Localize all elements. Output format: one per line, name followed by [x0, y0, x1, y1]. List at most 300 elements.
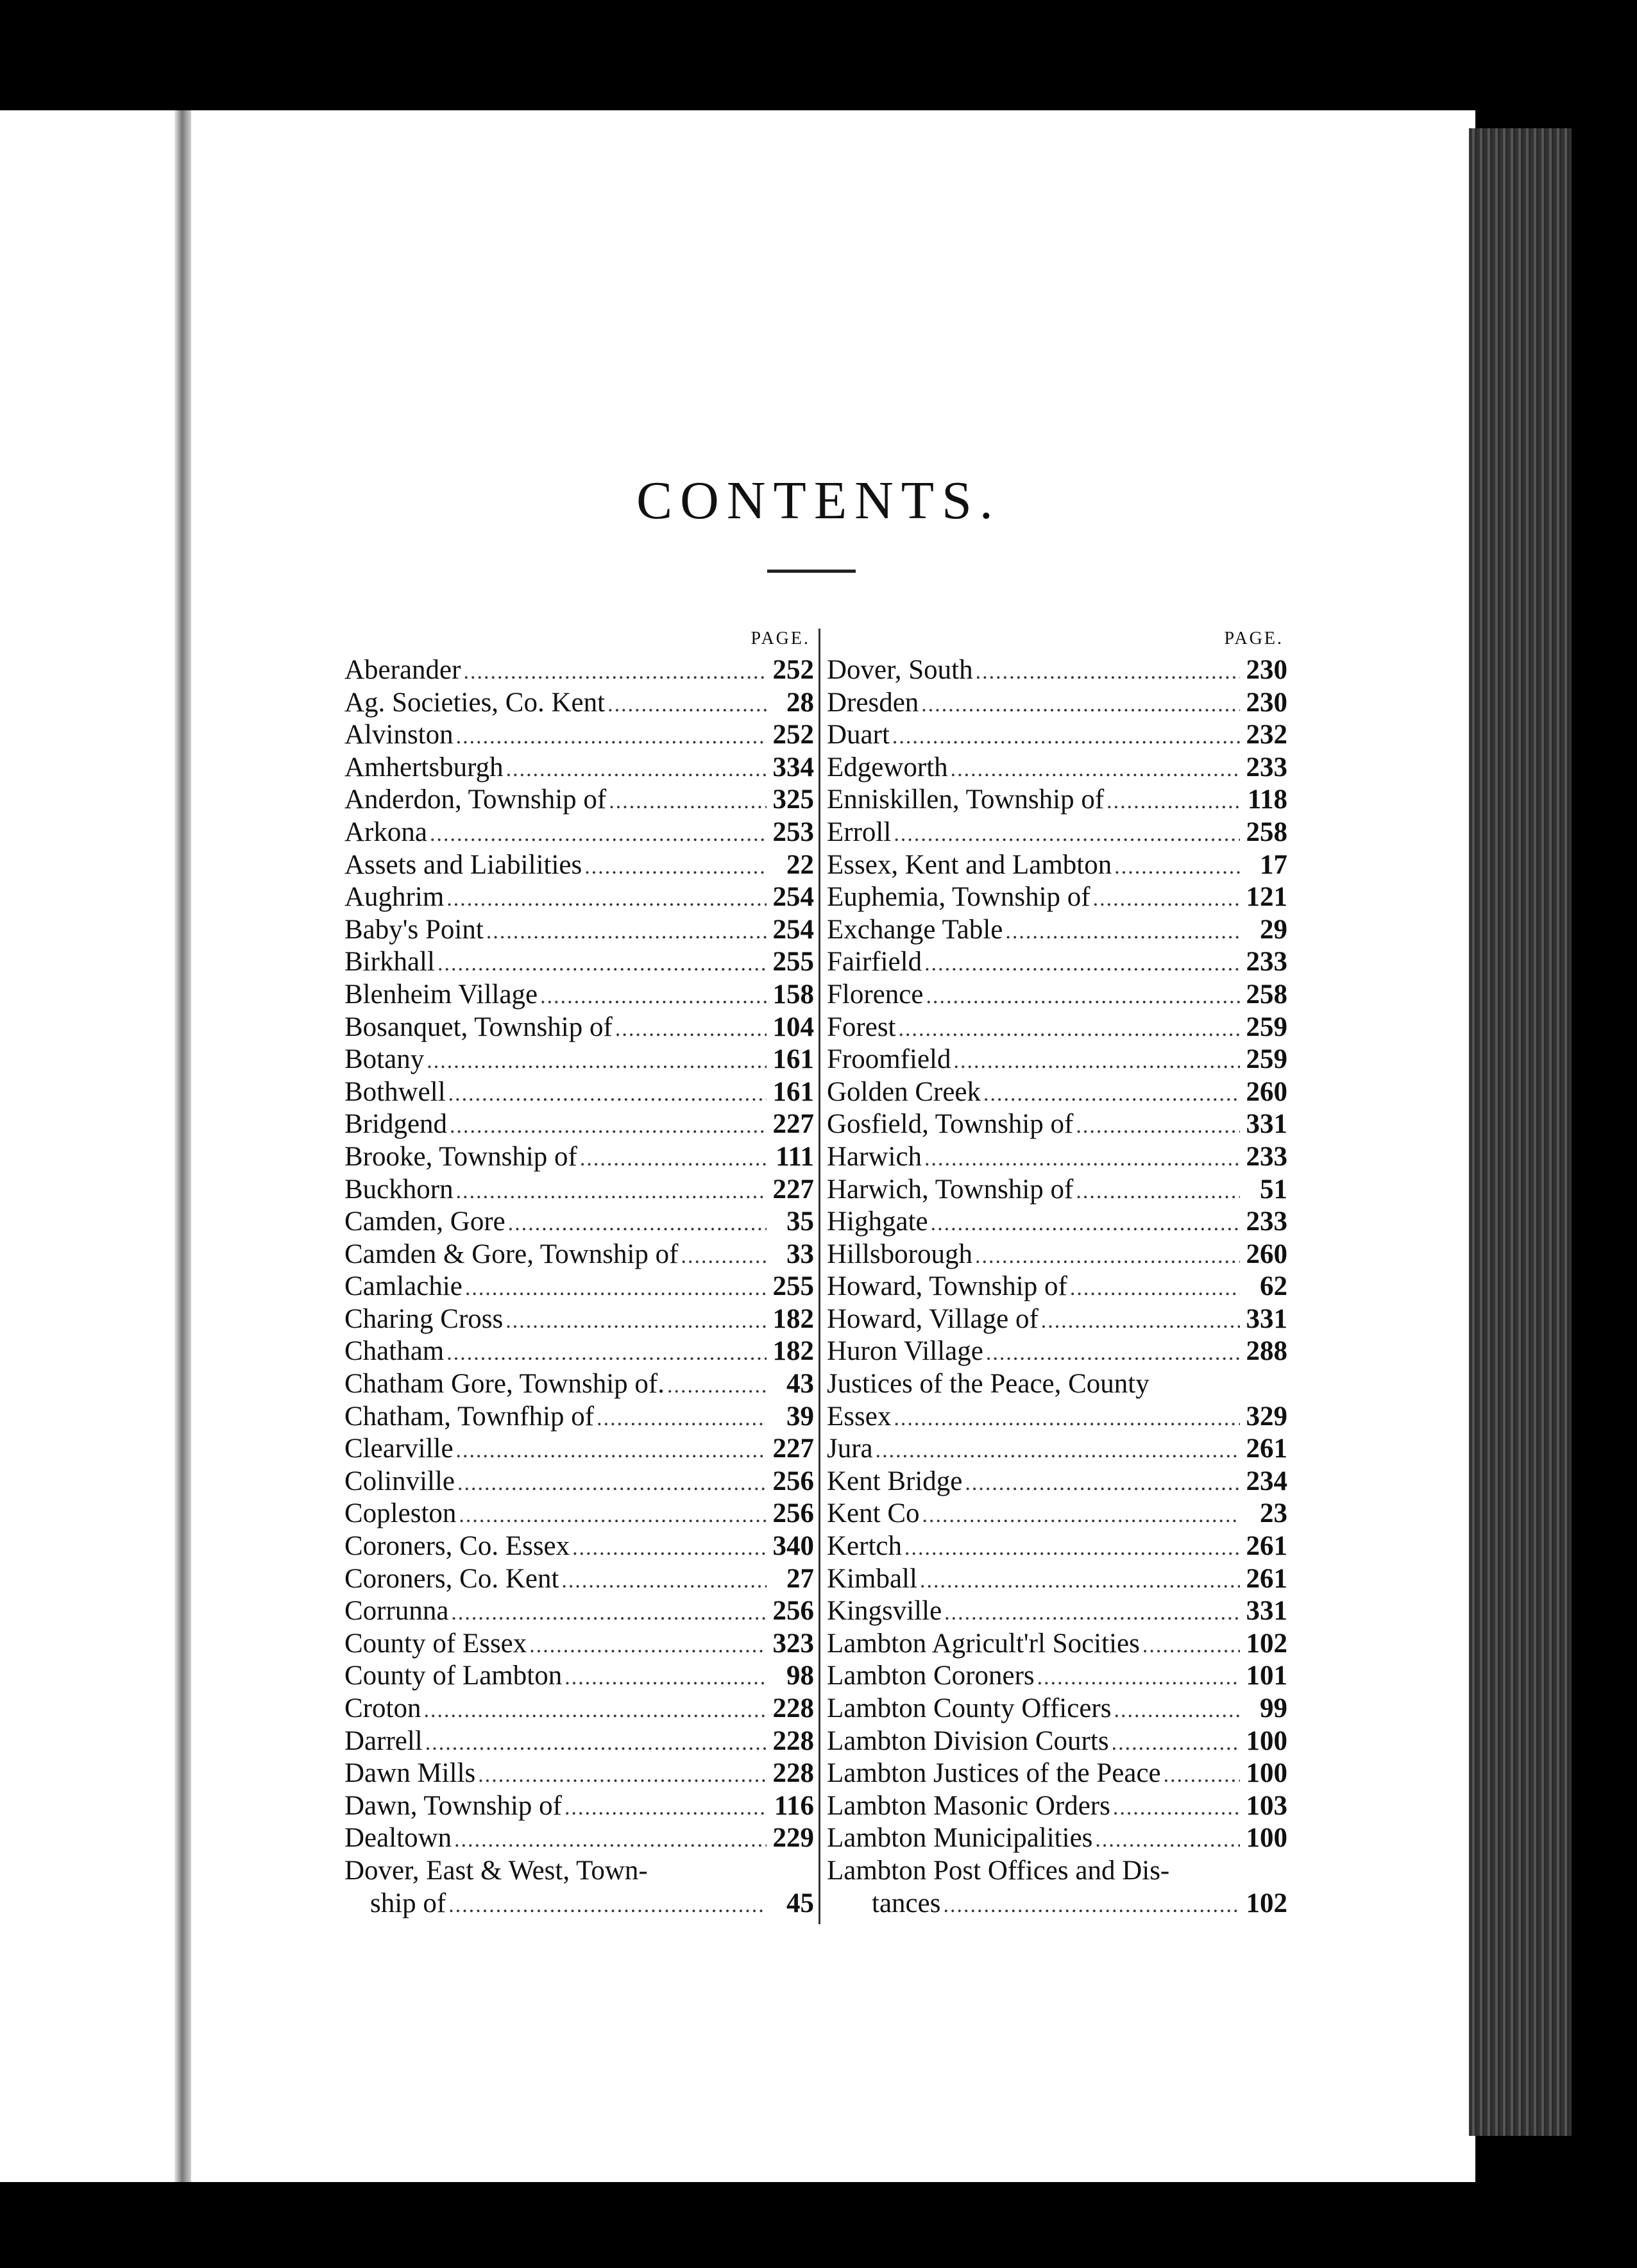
leader-dots [456, 1176, 767, 1208]
entry-page-number: 260 [1246, 1239, 1287, 1269]
index-entry [344, 654, 814, 687]
index-entry [344, 1433, 814, 1466]
entry-label: Harwich [827, 1141, 922, 1172]
entry-page-number: 230 [1246, 687, 1287, 718]
entry-page-number: 256 [772, 1466, 814, 1496]
leader-dots [486, 916, 767, 949]
index-entry [820, 752, 1287, 784]
leader-dots [922, 1500, 1240, 1532]
entry-label: Alvinston [344, 720, 454, 750]
leader-dots [1114, 851, 1240, 884]
leader-dots [976, 656, 1240, 689]
index-entry [820, 1530, 1287, 1563]
entry-label: Colinville [344, 1466, 455, 1496]
entry-page-number: 340 [772, 1531, 814, 1562]
left-column-header: PAGE. [751, 629, 810, 648]
entry-page-number: 331 [1246, 1596, 1287, 1627]
leader-dots [1070, 1273, 1240, 1305]
index-entry [344, 849, 814, 882]
entry-label: Lambton County Officers [827, 1693, 1112, 1723]
entry-page-number: 118 [1247, 784, 1287, 815]
entry-page-number: 158 [772, 979, 814, 1010]
leader-dots [983, 1078, 1240, 1111]
index-entry [820, 1628, 1287, 1661]
leader-dots [1114, 1695, 1240, 1727]
entry-page-number: 100 [1246, 1758, 1287, 1789]
index-entry [820, 1466, 1287, 1498]
entry-page-number: 102 [1246, 1628, 1287, 1659]
leader-dots [1095, 1824, 1240, 1857]
entry-page-number: 228 [772, 1758, 814, 1789]
leader-dots [425, 1727, 767, 1760]
index-entry [820, 1271, 1287, 1303]
entry-page-number: 260 [1246, 1076, 1287, 1107]
entry-page-number: 103 [1246, 1790, 1287, 1821]
entry-page-number: 182 [772, 1303, 814, 1334]
entry-page-number: 259 [1246, 1011, 1287, 1042]
leader-dots [448, 1078, 767, 1111]
entry-label: County of Essex [344, 1628, 527, 1659]
entry-page-number: 331 [1246, 1303, 1287, 1334]
entry-page-number: 261 [1246, 1434, 1287, 1464]
entry-label: Birkhall [344, 947, 435, 977]
entry-page-number: 101 [1246, 1661, 1287, 1691]
index-entry [344, 1628, 814, 1661]
entry-page-number: 252 [772, 720, 814, 750]
leader-dots [1107, 786, 1240, 818]
right-entry-list [820, 654, 1287, 1920]
index-entry [344, 1174, 814, 1206]
entry-page-number: 258 [1246, 979, 1287, 1010]
leader-dots [1142, 1630, 1240, 1663]
entry-label: Camlachie [344, 1271, 462, 1302]
index-entry [344, 979, 814, 1011]
entry-label: Kent Bridge [827, 1466, 963, 1496]
entry-label: Froomfield [827, 1044, 951, 1075]
index-entry [820, 1303, 1287, 1336]
entry-label: Chatham, Townfhip of [344, 1401, 595, 1432]
entry-page-number: 98 [786, 1661, 814, 1691]
entry-page-number: 233 [1246, 1141, 1287, 1172]
index-entry [344, 1239, 814, 1271]
entry-label: Lambton Masonic Orders [827, 1790, 1110, 1821]
index-entry [820, 1335, 1287, 1368]
entry-label: Copleston [344, 1498, 457, 1529]
leader-dots [975, 1240, 1240, 1273]
leader-dots [448, 1890, 767, 1922]
entry-label: Chatham Gore, Township of. [344, 1369, 665, 1400]
index-entry [344, 914, 814, 947]
entry-page-number: 182 [772, 1336, 814, 1367]
entry-label: Assets and Liabilities [344, 849, 582, 880]
index-entry [344, 1595, 814, 1628]
index-entry [820, 1108, 1287, 1141]
entry-label: Howard, Village of [827, 1303, 1039, 1334]
entry-label: Enniskillen, Township of [827, 784, 1105, 815]
entry-label: Howard, Township of [827, 1271, 1067, 1302]
leader-dots [1076, 1176, 1240, 1208]
entry-page-number: 227 [772, 1434, 814, 1464]
index-entry [820, 1790, 1287, 1823]
entry-label: Lambton Division Courts [827, 1725, 1109, 1756]
leader-dots [457, 1468, 767, 1500]
index-entry [820, 687, 1287, 720]
entry-label: Croton [344, 1693, 421, 1723]
leader-dots [561, 1565, 767, 1598]
index-entry [344, 1530, 814, 1563]
entry-label: Dresden [827, 687, 919, 718]
index-entry [820, 1888, 1287, 1920]
entry-page-number: 254 [772, 882, 814, 913]
entry-label: Buckhorn [344, 1174, 454, 1205]
entry-label: Dover, East & West, Town- [344, 1855, 648, 1886]
entry-label: Euphemia, Township of [827, 882, 1090, 913]
entry-page-number: 259 [1246, 1044, 1287, 1075]
entry-label: Florence [827, 979, 924, 1010]
entry-page-number: 227 [772, 1174, 814, 1205]
entry-page-number: 331 [1246, 1109, 1287, 1140]
leader-dots [427, 1045, 767, 1078]
entry-label: Dealtown [344, 1823, 452, 1854]
leader-dots [1041, 1305, 1240, 1338]
entry-label: Corrunna [344, 1596, 449, 1627]
index-entry [820, 1725, 1287, 1758]
entry-label: Kent Co [827, 1498, 920, 1529]
index-entry [344, 1790, 814, 1823]
left-entry-list [344, 654, 814, 1920]
index-entry [820, 979, 1287, 1011]
index-entry [344, 1141, 814, 1174]
index-entry [820, 1368, 1287, 1401]
entry-label: Lambton Municipalities [827, 1823, 1093, 1854]
entry-label: Fairfield [827, 947, 922, 977]
entry-label: Kimball [827, 1563, 917, 1594]
entry-page-number: 35 [786, 1206, 814, 1237]
index-entry [820, 1855, 1287, 1888]
leader-dots [1113, 1792, 1240, 1825]
index-entry [820, 1563, 1287, 1596]
entry-label: Lambton Agricult'rl Socities [827, 1628, 1140, 1659]
leader-dots [892, 721, 1240, 754]
leader-dots [681, 1240, 767, 1273]
entry-page-number: 104 [772, 1011, 814, 1042]
index-entry [344, 1368, 814, 1401]
index-entry [344, 1401, 814, 1434]
index-entry [820, 1076, 1287, 1109]
entry-label: Bridgend [344, 1109, 448, 1140]
entry-page-number: 99 [1260, 1693, 1287, 1723]
entry-page-number: 288 [1246, 1336, 1287, 1367]
entry-page-number: 62 [1260, 1271, 1287, 1302]
leader-dots [1164, 1759, 1240, 1792]
entry-page-number: 254 [772, 914, 814, 945]
entry-label: Brooke, Township of [344, 1141, 577, 1172]
leader-dots [986, 1337, 1240, 1370]
index-entry [344, 1822, 814, 1855]
entry-label: ship of [370, 1888, 446, 1918]
entry-label: Hillsborough [827, 1239, 972, 1269]
index-entry [820, 1693, 1287, 1725]
leader-dots [423, 1695, 767, 1727]
entry-page-number: 102 [1246, 1888, 1287, 1918]
entry-page-number: 22 [786, 849, 814, 880]
page-title: CONTENTS. [636, 471, 1001, 530]
entry-label: Aberander [344, 655, 461, 685]
index-entry [344, 784, 814, 817]
index-entry [344, 1206, 814, 1239]
leader-dots [609, 786, 767, 818]
entry-page-number: 255 [772, 947, 814, 977]
leader-dots [931, 1208, 1240, 1240]
entry-label: Bothwell [344, 1076, 446, 1107]
entry-page-number: 39 [786, 1401, 814, 1432]
entry-page-number: 45 [786, 1888, 814, 1918]
leader-dots [454, 1824, 767, 1857]
page-edges [1469, 128, 1572, 2136]
index-entry [344, 1725, 814, 1758]
leader-dots [876, 1435, 1240, 1468]
entry-page-number: 334 [772, 752, 814, 783]
right-column [820, 623, 1287, 1920]
entry-page-number: 230 [1246, 655, 1287, 685]
leader-dots [572, 1532, 767, 1565]
entry-label: Lambton Coroners [827, 1661, 1035, 1691]
entry-label: Edgeworth [827, 752, 948, 783]
entry-page-number: 325 [772, 784, 814, 815]
entry-label: Chatham [344, 1336, 445, 1367]
entry-page-number: 258 [1246, 817, 1287, 847]
leader-dots [953, 1045, 1240, 1078]
entry-label: Arkona [344, 817, 427, 847]
entry-label: Gosfield, Township of [827, 1109, 1074, 1140]
entry-page-number: 323 [772, 1628, 814, 1659]
entry-page-number: 228 [772, 1725, 814, 1756]
index-entry [820, 1206, 1287, 1239]
index-entry [820, 719, 1287, 752]
leader-dots [894, 818, 1240, 851]
leader-dots [459, 1500, 767, 1532]
leader-dots [456, 721, 767, 754]
leader-dots [446, 1337, 767, 1370]
index-entry [344, 1660, 814, 1693]
entry-label: Erroll [827, 817, 892, 847]
leader-dots [943, 1890, 1240, 1922]
leader-dots [540, 981, 767, 1013]
entry-label: Dover, South [827, 655, 973, 685]
entry-page-number: 256 [772, 1596, 814, 1627]
index-entry [820, 1239, 1287, 1271]
index-entry [344, 1563, 814, 1596]
leader-dots [921, 689, 1240, 722]
entry-page-number: 261 [1246, 1531, 1287, 1562]
leader-dots [926, 981, 1240, 1013]
leader-dots [1076, 1110, 1240, 1143]
leader-dots [904, 1532, 1240, 1565]
leader-dots [667, 1370, 767, 1403]
index-entry [820, 1498, 1287, 1530]
index-entry [820, 1660, 1287, 1693]
leader-dots [564, 1792, 767, 1825]
index-entry [820, 1757, 1287, 1790]
index-entry [344, 1271, 814, 1303]
index-entry [820, 784, 1287, 817]
leader-dots [924, 948, 1240, 981]
entry-page-number: 233 [1246, 752, 1287, 783]
entry-page-number: 253 [772, 817, 814, 847]
leader-dots [1112, 1727, 1240, 1760]
entry-label: tances [872, 1888, 941, 1918]
entry-label: Clearville [344, 1434, 454, 1464]
entry-label: Blenheim Village [344, 979, 538, 1010]
leader-dots [597, 1403, 767, 1435]
entry-label: Justices of the Peace, County [827, 1369, 1149, 1400]
entry-label: Kertch [827, 1531, 902, 1562]
leader-dots [580, 1143, 767, 1176]
entry-label: Jura [827, 1434, 873, 1464]
leader-dots [965, 1468, 1240, 1500]
entry-page-number: 17 [1260, 849, 1287, 880]
index-entry [820, 914, 1287, 947]
leader-dots [451, 1597, 767, 1630]
entry-label: Coroners, Co. Kent [344, 1563, 559, 1594]
index-entry [820, 1433, 1287, 1466]
entry-label: Essex, Kent and Lambton [827, 849, 1112, 880]
entry-page-number: 228 [772, 1693, 814, 1723]
index-entry [820, 1174, 1287, 1206]
entry-label: Charing Cross [344, 1303, 504, 1334]
entry-label: County of Lambton [344, 1661, 563, 1691]
entry-page-number: 229 [772, 1823, 814, 1854]
entry-label: Duart [827, 720, 890, 750]
entry-page-number: 33 [786, 1239, 814, 1269]
entry-label: Exchange Table [827, 914, 1003, 945]
entry-page-number: 161 [772, 1076, 814, 1107]
index-entry [344, 1303, 814, 1336]
leader-dots [924, 1143, 1240, 1176]
leader-dots [894, 1403, 1240, 1435]
entry-page-number: 161 [772, 1044, 814, 1075]
leader-dots [505, 1305, 767, 1338]
index-entry [820, 654, 1287, 687]
leader-dots [529, 1630, 767, 1663]
index-entry [820, 1822, 1287, 1855]
entry-label: Forest [827, 1011, 896, 1042]
entry-page-number: 256 [772, 1498, 814, 1529]
leader-dots [437, 948, 767, 981]
entry-page-number: 227 [772, 1109, 814, 1140]
index-entry [820, 1044, 1287, 1076]
leader-dots [508, 1208, 767, 1240]
index-entry [344, 1076, 814, 1109]
leader-dots [450, 1110, 767, 1143]
index-entry [344, 1855, 814, 1888]
index-entry [344, 817, 814, 849]
entry-page-number: 329 [1246, 1401, 1287, 1432]
entry-page-number: 23 [1260, 1498, 1287, 1529]
leader-dots [564, 1662, 767, 1695]
index-entry [344, 881, 814, 914]
index-entry [820, 1011, 1287, 1044]
index-entry [820, 1401, 1287, 1434]
entry-label: Essex [827, 1401, 892, 1432]
title-rule [767, 570, 856, 573]
leader-dots [607, 689, 767, 722]
entry-page-number: 43 [786, 1369, 814, 1400]
index-entry [344, 1335, 814, 1368]
entry-page-number: 28 [786, 687, 814, 718]
entry-label: Aughrim [344, 882, 445, 913]
entry-page-number: 100 [1246, 1725, 1287, 1756]
right-column-header: PAGE. [1224, 629, 1284, 648]
entry-label: Amhertsburgh [344, 752, 504, 783]
index-entry [820, 881, 1287, 914]
index-entry [344, 1757, 814, 1790]
entry-label: Camden, Gore [344, 1206, 505, 1237]
entry-label: Kingsville [827, 1596, 942, 1627]
index-entry [344, 1108, 814, 1141]
leader-dots [944, 1597, 1240, 1630]
index-entry [344, 1693, 814, 1725]
leader-dots [1005, 916, 1240, 949]
entry-label: Huron Village [827, 1336, 983, 1367]
leader-dots [1037, 1662, 1240, 1695]
entry-label: Highgate [827, 1206, 928, 1237]
book-gutter [174, 110, 191, 2182]
entry-page-number: 261 [1246, 1563, 1287, 1594]
entry-page-number: 233 [1246, 1206, 1287, 1237]
entry-page-number: 234 [1246, 1466, 1287, 1496]
entry-label: Baby's Point [344, 914, 484, 945]
entry-page-number: 121 [1246, 882, 1287, 913]
index-entry [344, 687, 814, 720]
entry-label: Botany [344, 1044, 425, 1075]
entry-label: Bosanquet, Township of [344, 1011, 613, 1042]
entry-label: Darrell [344, 1725, 423, 1756]
index-entry [344, 1011, 814, 1044]
index-entry [820, 817, 1287, 849]
index-entry [344, 1498, 814, 1530]
entry-page-number: 29 [1260, 914, 1287, 945]
index-entry [344, 719, 814, 752]
leader-dots [899, 1013, 1241, 1046]
index-entry [820, 1141, 1287, 1174]
entry-page-number: 252 [772, 655, 814, 685]
index-entry [344, 946, 814, 979]
entry-page-number: 100 [1246, 1823, 1287, 1854]
entry-page-number: 116 [774, 1790, 814, 1821]
entry-label: Dawn Mills [344, 1758, 476, 1789]
entry-page-number: 233 [1246, 947, 1287, 977]
leader-dots [506, 754, 767, 786]
leader-dots [465, 1273, 767, 1305]
entry-label: Golden Creek [827, 1076, 981, 1107]
leader-dots [615, 1013, 767, 1046]
entry-page-number: 51 [1260, 1174, 1287, 1205]
entry-label: Anderdon, Township of [344, 784, 607, 815]
entry-label: Lambton Post Offices and Dis- [827, 1855, 1170, 1886]
leader-dots [463, 656, 767, 689]
index-entry [344, 1466, 814, 1498]
entry-page-number: 255 [772, 1271, 814, 1302]
entry-page-number: 111 [776, 1141, 814, 1172]
entry-label: Camden & Gore, Township of [344, 1239, 679, 1269]
entry-label: Ag. Societies, Co. Kent [344, 687, 606, 718]
leader-dots [951, 754, 1240, 786]
leader-dots [1093, 883, 1240, 916]
leader-dots [920, 1565, 1240, 1598]
leader-dots [456, 1435, 767, 1468]
index-entry [820, 946, 1287, 979]
